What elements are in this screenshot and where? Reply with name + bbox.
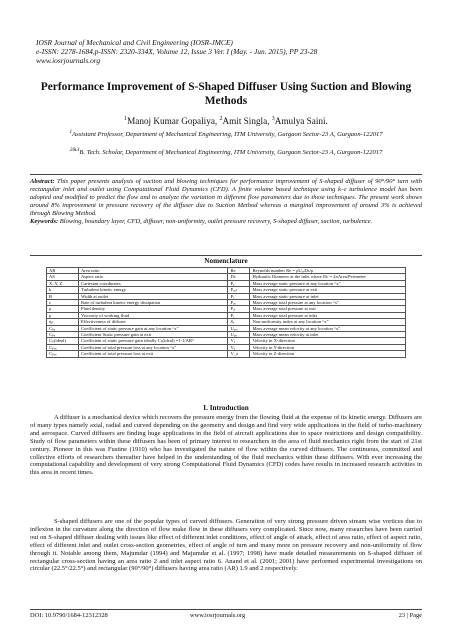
- journal-name: IOSR Journal of Mechanical and Civil Engineering (IOSR-JMCE): [36, 38, 233, 47]
- nomenclature-definition-left: Effectiveness of diffuser: [78, 319, 228, 325]
- nomenclature-definition-right: Mass average mean velocity at any location “x”: [250, 325, 406, 331]
- nomenclature-symbol-left: Cₚ(ideal): [47, 338, 79, 344]
- nomenclature-definition-left: Coefficient Static pressure gain at exit: [78, 332, 228, 338]
- intro-paragraph-2: S-shaped diffusers are one of the popular types of curved diffusers. Generation of very strong pressure driven stream wise vortices due to inflexion in the curvature along the direction of flow make flow in these diffusers very complicated. Since now, many researches have been carried out on S-shaped diffuser dealing with issues like effect of different inlet conditions, effect of angle of attack, effect of area ratio, effect of aspect ratio, effect of different inlet and outlet cross-section geometries, effect of angle of turn and many more on pressure recovery and non-uniformity of flow through it. Notable among them, Majumdar (1994) and Majumdar et al. (1997; 1998) have made detailed measurements on S-shaped diffuser of rectangular cross-section having an area ratio 2 and inlet aspect ratio 6. Anand et al. (2001; 2001) have performed experimental investigations on circular (22.5°/22.5°) and rectangular (90°/90°) diffusers having area ratio (AR) 1.9 and 2 respectively.: [30, 518, 422, 573]
- nomenclature-symbol-left: ε: [47, 300, 79, 306]
- nomenclature-definition-right: Velocity in Z-direction: [250, 351, 406, 357]
- affiliation-2: $^{2\&3}$B. Tech. Scholar, Department of Mechanical Engineering, ITM University, Gurgaon Sector-23 A, Gurgaon-122017: [69, 147, 383, 157]
- nomenclature-definition-left: Area ratio: [78, 268, 228, 274]
- nomenclature-definition-right: Mass average static pressure at exit: [250, 287, 406, 293]
- affiliation-2-text: B. Tech. Scholar, Department of Mechanical Engineering, ITM University, Gurgaon Sector-23 A, Gurgaon-122017: [79, 149, 383, 157]
- nomenclature-symbol-left: X, Y, Z: [47, 280, 79, 286]
- affiliation-1-text: Assistant Professor, Department of Mechanical Engineering, ITM University, Gurgaon Sector-23 A, Gurgaon-122017: [72, 131, 383, 139]
- nomenclature-symbol-right: Pᵢ: [228, 312, 250, 318]
- paper-title: Performance Improvement of S-Shaped Diffuser Using Suction and Blowing Methods: [40, 81, 412, 107]
- nomenclature-definition-left: Aspect ratio: [78, 274, 228, 280]
- nomenclature-definition-right: Mass average static pressure at any location “x”: [250, 280, 406, 286]
- nomenclature-definition-left: Width at outlet: [78, 293, 228, 299]
- nomenclature-symbol-left: Cₚₓ: [47, 325, 79, 331]
- nomenclature-definition-right: Mass average mean velocity at inlet: [250, 332, 406, 338]
- abstract-section: [30, 174, 422, 256]
- nomenclature-symbol-right: Pₒₓ: [228, 300, 250, 306]
- nomenclature-symbol-right: Vₓ: [228, 338, 250, 344]
- affiliation-1: $^1$Assistant Professor, Department of Mechanical Engineering, ITM University, Gurgaon Sector-23 A, Gurgaon-122017: [69, 129, 383, 139]
- nomenclature-definition-left: Cartesian coordinates: [78, 280, 228, 286]
- journal-website[interactable]: www.iosrjournals.org: [36, 56, 101, 65]
- nomenclature-definition-right: Velocity in Y-direction: [250, 344, 406, 350]
- nomenclature-symbol-right: Dₕ: [228, 274, 250, 280]
- nomenclature-title: Nomenclature: [204, 257, 248, 265]
- nomenclature-symbol-right: Pₒᵢ: [228, 306, 250, 312]
- footer-website[interactable]: www.iosrjournals.org: [190, 612, 246, 619]
- abstract-text: This paper presents analysis of suction and blowing techniques for performance improvement of S-shaped diffuser of 90°/90° turn with rectangular inlet and outlet using Computational Fluid Dynamics (CFD). A finite volume based technique using k–ε turbulence model has been adopted and modified to predict the flow and to analyze the variation in different flow parameters due to these techniques. The present work shows around 8% improvement in pressure recovery of the diffuser due to Suction Method whereas a marginal improvement of around 3% is achieved through Blowing Method.: [30, 178, 422, 218]
- nomenclature-definition-left: Coefficient of static pressure gain at any location “x”: [78, 325, 228, 331]
- nomenclature-symbol-right: Pᵢ: [228, 293, 250, 299]
- footer-page-number: 23 | Page: [398, 612, 422, 619]
- keywords-text: Blowing, boundary layer, CFD, diffuser, non-uniformity, outlet pressure recovery, S-shaped diffuser, suction, turbulence.: [59, 218, 373, 226]
- nomenclature-symbol-left: Cₚₑ: [47, 332, 79, 338]
- nomenclature-definition-left: Coefficient of total pressure loss at any location “x”: [78, 344, 228, 350]
- journal-issn: e-ISSN: 2278-1684,p-ISSN: 2320-334X, Volume 12, Issue 3 Ver. I (May. - Jun. 2015), PP 23-28: [36, 47, 318, 56]
- nomenclature-symbol-right: Pₓ: [228, 280, 250, 286]
- nomenclature-symbol-left: AR: [47, 268, 79, 274]
- nomenclature-symbol-right: Pₒᵤₜ: [228, 287, 250, 293]
- author-3: Amulya Saini.: [274, 116, 328, 127]
- intro-paragraph-1: A diffuser is a mechanical device which recovers the pressure energy from the flowing fluid at the expense of its kinetic energy. Diffusers are of many types namely axial, radial and curved depending on the geometry and design and find very wide applications in the field of turbo-machinery and aerospace. Curved diffusers are finding huge applications in the field of aircraft applications due to space restrictions and design compatibility. Study of flow parameters within these diffusers has been of primary interest to researchers in the area of fluid mechanics right from the start of 21st century. Pioneer in this was Fustine (1910) who has investigated the nature of flow within the curved diffusers. The continuous, committed and collective efforts of researchers thereafter have helped in the understanding of the fluid mechanics within these diffusers. With ever increasing the computational capability and development of very strong Computational Fluid Dynamics (CFD) codes have results in increased research activities in this area in recent times.: [30, 414, 422, 477]
- nomenclature-symbol-right: Sₓ: [228, 319, 250, 325]
- footer-divider: [30, 609, 422, 610]
- nomenclature-symbol-right: Uₐᵥᵢ: [228, 332, 250, 338]
- section-heading: I. Introduction: [203, 404, 249, 412]
- nomenclature-symbol-left: AS: [47, 274, 79, 280]
- nomenclature-definition-right: Velocity in X-direction: [250, 338, 406, 344]
- nomenclature-definition-right: Reynolds number Re = ρUₐᵥDₕ/μ: [250, 268, 406, 274]
- nomenclature-definition-right: Mass average static pressure at inlet: [250, 293, 406, 299]
- nomenclature-symbol-right: Uₐᵥₓ: [228, 325, 250, 331]
- nomenclature-definition-left: Rate of turbulent kinetic energy dissipation: [78, 300, 228, 306]
- nomenclature-table: [46, 267, 406, 358]
- nomenclature-symbol-right: Vᵧ: [228, 344, 250, 350]
- journal-header: [36, 38, 416, 65]
- abstract-label: Abstract:: [30, 178, 55, 185]
- author-2: Amit Singla,: [222, 116, 270, 127]
- nomenclature-definition-right: Mass average total pressure at any location “x”: [250, 300, 406, 306]
- nomenclature-symbol-left: ρ: [47, 306, 79, 312]
- nomenclature-symbol-left: Cₚₒₓ: [47, 344, 79, 350]
- nomenclature-definition-right: Mass average total pressure at inlet: [250, 312, 406, 318]
- nomenclature-symbol-right: Re: [228, 268, 250, 274]
- nomenclature-definition-right: Non-uniformity index at any location “x”: [250, 319, 406, 325]
- footer-doi: DOI: 10.9790/1684-12312328: [30, 612, 108, 619]
- author-list: $^1$Manoj Kumar Gopaliya, $^2$Amit Singla, $^3$Amulya Saini.: [124, 116, 328, 127]
- keywords-label: Keywords:: [30, 218, 59, 226]
- nomenclature-symbol-left: μ: [47, 312, 79, 318]
- nomenclature-definition-left: Coefficient of static pressure gain ideally Cₚ(ideal) =1-1/AR²: [78, 338, 228, 344]
- nomenclature-definition-right: Mass average total pressure at exit: [250, 306, 406, 312]
- nomenclature-symbol-left: B: [47, 293, 79, 299]
- author-1: Manoj Kumar Gopaliya,: [127, 116, 218, 127]
- nomenclature-definition-left: Turbulent kinetic energy: [78, 287, 228, 293]
- nomenclature-symbol-right: V_z: [228, 351, 250, 357]
- nomenclature-definition-left: Viscosity of working fluid: [78, 312, 228, 318]
- nomenclature-symbol-left: k: [47, 287, 79, 293]
- nomenclature-row: [47, 351, 406, 357]
- nomenclature-definition-left: Fluid density: [78, 306, 228, 312]
- nomenclature-definition-left: Coefficient of total pressure loss at exit: [78, 351, 228, 357]
- nomenclature-symbol-left: Cₚₒₑ: [47, 351, 79, 357]
- nomenclature-symbol-left: ηₚ: [47, 319, 79, 325]
- nomenclature-definition-right: Hydraulic Diameter at the inlet where Dₕ = 4xArea/Perimeter: [250, 274, 406, 280]
